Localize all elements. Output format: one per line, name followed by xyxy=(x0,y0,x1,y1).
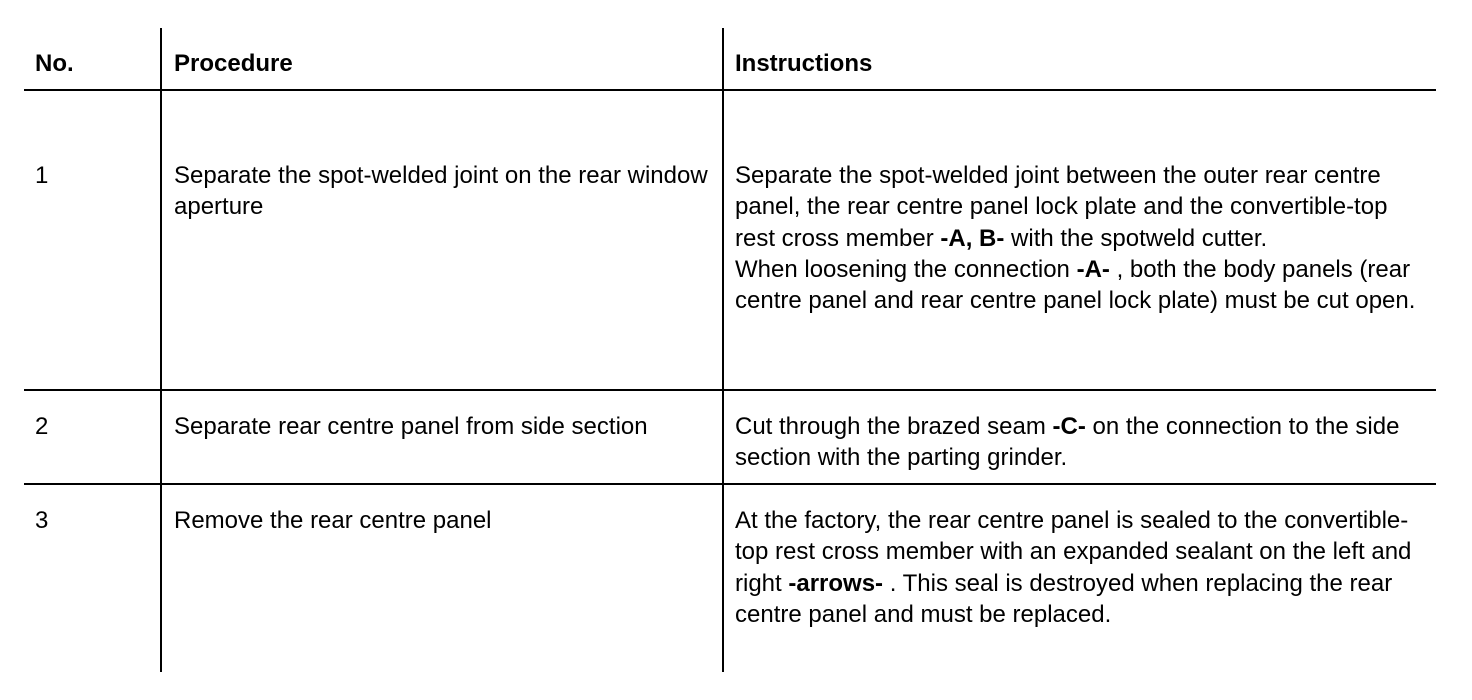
row-divider-1 xyxy=(24,389,1436,391)
row-1-instr-ref-a: -A- xyxy=(1076,255,1110,283)
row-1-instr-text: When loosening the connection xyxy=(735,255,1077,283)
header-divider xyxy=(24,89,1436,91)
row-2-procedure: Separate rear centre panel from side section xyxy=(174,413,648,440)
column-divider-2 xyxy=(722,28,724,672)
header-no: No. xyxy=(35,50,74,77)
row-3-no: 3 xyxy=(35,507,49,534)
row-1-instructions xyxy=(735,160,1425,316)
row-3-procedure: Remove the rear centre panel xyxy=(174,507,492,534)
row-2-instr-text: Cut through the brazed seam xyxy=(735,413,1053,440)
row-1-instr-text: , both the body panels (rear centre panel and rear centre panel lock plate) must be cut open. xyxy=(735,255,1416,315)
row-1-instr-text: with the spotweld cutter. xyxy=(1004,224,1268,252)
row-3-instr-text: At the factory, the rear centre panel is sealed to the convertible-top rest cross member with an expanded sealant on the left and right xyxy=(735,507,1412,597)
row-2-instr-ref-c: -C- xyxy=(1052,413,1086,440)
header-procedure: Procedure xyxy=(174,50,293,77)
row-1-no: 1 xyxy=(35,162,49,189)
row-2-instructions xyxy=(735,411,1425,474)
row-3-instr-text: . This seal is destroyed when replacing the rear centre panel and must be replaced. xyxy=(735,569,1393,628)
row-3-instr-ref-arrows: -arrows- xyxy=(788,569,884,597)
row-1-instr-ref-ab: -A, B- xyxy=(940,224,1005,252)
row-1-instr-text: Separate the spot-welded joint between the outer rear centre panel, the rear centre panel lock plate and the convertible-top rest cross member xyxy=(735,162,1388,252)
row-1-procedure: Separate the spot-welded joint on the rear window aperture xyxy=(174,162,708,221)
row-2-no: 2 xyxy=(35,413,49,440)
header-instructions: Instructions xyxy=(735,50,873,77)
row-2-instr-text: on the connection to the side section with the parting grinder. xyxy=(735,413,1400,472)
column-divider-1 xyxy=(160,28,162,672)
row-3-instructions xyxy=(735,505,1425,630)
row-divider-2 xyxy=(24,483,1436,485)
